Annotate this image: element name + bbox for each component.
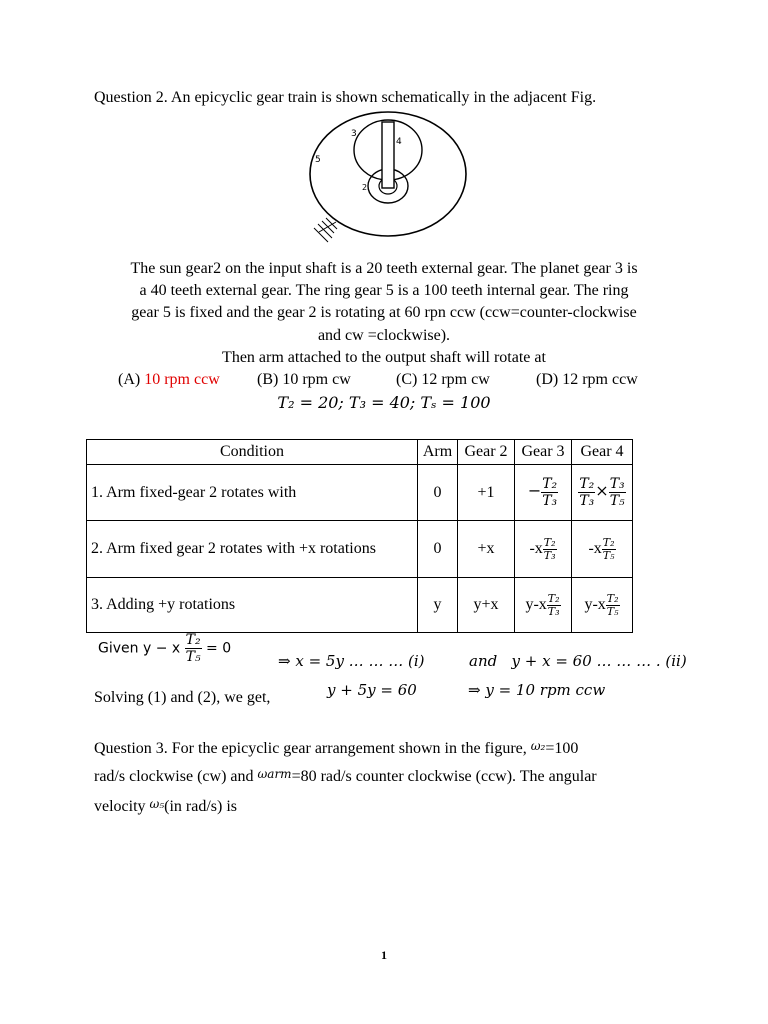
frac-den: T₃ [579, 493, 595, 509]
fixed-ground-hatch [314, 218, 337, 242]
frac-t2-t5 [606, 593, 620, 618]
frac-t3-t5 [609, 476, 626, 509]
question2-para-line-3: gear 5 is fixed and the gear 2 is rotating at 60 rpn ccw (ccw=counter-clockwise [131, 304, 637, 321]
header-condition: Condition [87, 440, 418, 465]
row3-gear3 [515, 578, 572, 633]
tabular-method-table [86, 439, 633, 633]
question3-text-2b: =80 rad/s counter clockwise (ccw). The angular [291, 768, 597, 785]
question3-text-3b: (in rad/s) is [164, 798, 238, 815]
equation-i: ⇒ x = 5y … … … (i) [278, 652, 425, 670]
option-b: (B) 10 rpm cw [257, 371, 351, 388]
row3-gear4-prefix: y-x [584, 595, 606, 613]
frac-den: T₃ [542, 493, 558, 509]
times-sign: × [595, 481, 609, 501]
frac-num: T₂ [606, 591, 619, 605]
question3-text-1a: Question 3. For the epicyclic gear arrangement shown in the figure, [94, 740, 531, 757]
frac-t2-t5 [185, 632, 202, 665]
frac-t2-t3 [547, 593, 561, 618]
frac-t2-t5 [602, 537, 616, 562]
frac-num: T₂ [547, 591, 560, 605]
question3-text-2a: rad/s clockwise (cw) and [94, 768, 258, 785]
frac-num: T₃ [609, 476, 625, 492]
row1-condition: 1. Arm fixed-gear 2 rotates with [87, 465, 418, 521]
row3-gear3-prefix: y-x [525, 595, 547, 613]
label-gear-3: 3 [351, 129, 357, 139]
question3-line-3 [94, 797, 237, 816]
page-number: 1 [381, 948, 387, 962]
row2-arm: 0 [418, 521, 458, 578]
frac-num: T₂ [185, 632, 201, 648]
frac-den: T₅ [606, 604, 619, 618]
given-suffix: = 0 [206, 640, 232, 657]
frac-num: T₂ [579, 476, 595, 492]
header-gear-4: Gear 4 [572, 440, 633, 465]
row2-gear4-prefix: -x [588, 539, 602, 557]
label-gear-4: 4 [396, 137, 402, 147]
minus-sign: − [527, 481, 542, 501]
frac-den: T₅ [602, 548, 615, 562]
label-gear-5: 5 [315, 155, 321, 165]
option-a-answer: 10 rpm ccw [144, 371, 220, 388]
table-row [87, 521, 633, 578]
equation-ii-and: and [469, 652, 498, 670]
frac-den: T₃ [543, 548, 556, 562]
given-prefix: Given y − x [98, 640, 181, 657]
omega2-symbol: ω₂ [530, 739, 546, 753]
header-arm: Arm [418, 440, 458, 465]
question3-line-1 [94, 739, 578, 758]
row1-gear2: +1 [458, 465, 515, 521]
option-d: (D) 12 rpm ccw [536, 371, 638, 388]
question3-text-3a: velocity [94, 798, 150, 815]
row2-gear4 [572, 521, 633, 578]
equation-result: ⇒ y = 10 rpm ccw [468, 681, 606, 699]
equation-sum: y + 5y = 60 [327, 681, 417, 699]
frac-den: T₃ [547, 604, 560, 618]
question2-para-line-2: a 40 teeth external gear. The ring gear 5 is a 100 teeth internal gear. The ring [139, 282, 629, 299]
row1-arm: 0 [418, 465, 458, 521]
frac-num: T₂ [542, 476, 558, 492]
frac-den: T₅ [185, 649, 201, 665]
given-equation [98, 632, 231, 665]
header-gear-3: Gear 3 [515, 440, 572, 465]
table-row [87, 465, 633, 521]
option-a [118, 371, 220, 389]
row2-condition: 2. Arm fixed gear 2 rotates with +x rotations [87, 521, 418, 578]
frac-num: T₂ [543, 535, 556, 549]
frac-t2-t3 [541, 476, 558, 509]
row3-gear4 [572, 578, 633, 633]
equation-ii [469, 652, 687, 670]
frac-num: T₂ [602, 535, 615, 549]
row3-condition: 3. Adding +y rotations [87, 578, 418, 633]
option-c: (C) 12 rpm cw [396, 371, 490, 388]
question2-para-line-5: Then arm attached to the output shaft will rotate at [222, 349, 546, 366]
question2-para-line-4: and cw =clockwise). [317, 327, 451, 344]
row3-arm: y [418, 578, 458, 633]
row2-gear3 [515, 521, 572, 578]
row1-gear3 [515, 465, 572, 521]
equation-ii-body: y + x = 60 … … … . (ii) [511, 652, 687, 670]
teeth-values: T₂ = 20; T₃ = 40; Tₛ = 100 [277, 393, 491, 412]
label-gear-2: 2 [362, 183, 368, 192]
epicyclic-gear-diagram [300, 108, 490, 248]
row2-gear3-prefix: -x [529, 539, 543, 557]
question2-para-line-1: The sun gear2 on the input shaft is a 20 teeth external gear. The planet gear 3 is [130, 260, 638, 277]
frac-den: T₅ [609, 493, 625, 509]
table-row [87, 578, 633, 633]
frac-t2-t3 [578, 476, 595, 509]
frac-t2-t3 [543, 537, 557, 562]
row1-gear4 [572, 465, 633, 521]
omega5-symbol: ω₅ [149, 797, 165, 811]
question2-intro: Question 2. An epicyclic gear train is shown schematically in the adjacent Fig. [94, 89, 597, 106]
row2-gear2: +x [458, 521, 515, 578]
omega-arm-symbol: ωarm [257, 767, 292, 781]
arm-link [382, 122, 394, 188]
row3-gear2: y+x [458, 578, 515, 633]
header-gear-2: Gear 2 [458, 440, 515, 465]
solving-text: Solving (1) and (2), we get, [94, 689, 271, 706]
question3-text-1b: =100 [545, 740, 579, 757]
option-a-label: (A) [118, 371, 145, 388]
question3-line-2 [94, 767, 597, 786]
